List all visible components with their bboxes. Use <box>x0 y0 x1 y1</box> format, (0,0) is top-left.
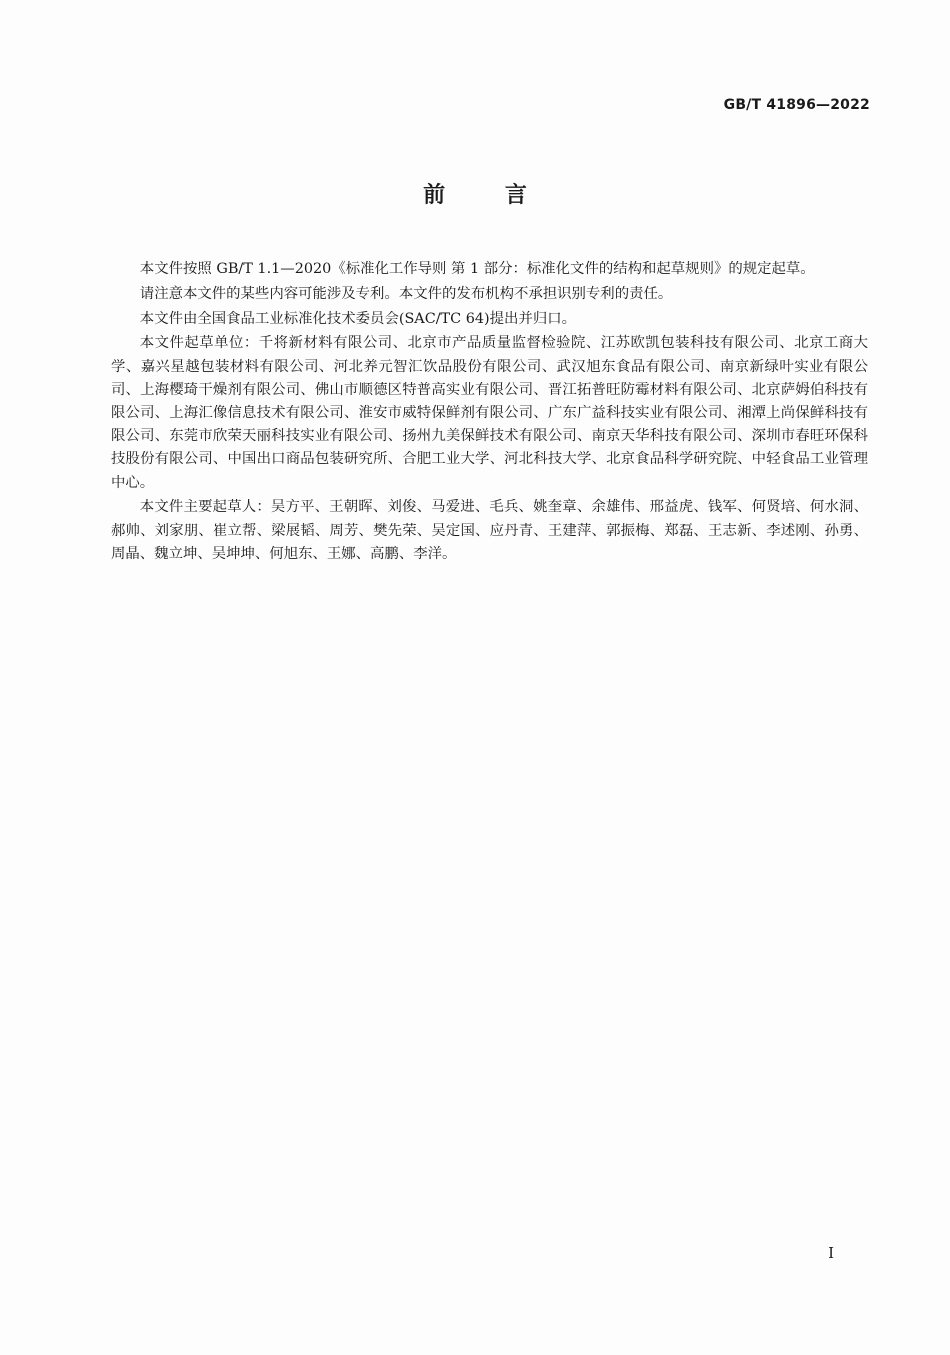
paragraph-drafters: 本文件主要起草人：吴方平、王朝晖、刘俊、马爱进、毛兵、姚奎章、余雄伟、邢益虎、钱军、何贤培、何水洞、郝帅、刘家朋、崔立帮、梁展韬、周芳、樊先荣、吴定国、应丹青、王建萍、郭振梅、郑磊、王志新、李述刚、孙勇、周晶、魏立坤、吴坤坤、何旭东、王娜、高鹏、李洋。 <box>111 499 868 562</box>
page-title: 前 言 <box>423 183 553 208</box>
paragraph-drafting-units: 本文件起草单位：千将新材料有限公司、北京市产品质量监督检验院、江苏欧凯包装科技有限公司、北京工商大学、嘉兴星越包装材料有限公司、河北养元智汇饮品股份有限公司、武汉旭东食品有限公司、南京新绿叶实业有限公司、上海樱琦干燥剂有限公司、佛山市顺德区特普高实业有限公司、晋江拓普旺防霉材料有限公司、北京萨姆伯科技有限公司、上海汇像信息技术有限公司、淮安市威特保鲜剂有限公司、广东广益科技实业有限公司、湘潭上尚保鲜科技有限公司、东莞市欣荣天丽科技实业有限公司、扬州九美保鲜技术有限公司、南京天华科技有限公司、深圳市春旺环保科技股份有限公司、中国出口商品包装研究所、合肥工业大学、河北科技大学、北京食品科学研究院、中轻食品工业管理中心。 <box>111 335 868 491</box>
paragraph-committee: 本文件由全国食品工业标准化技术委员会(SAC/TC 64)提出并归口。 <box>139 310 577 327</box>
page-number: I <box>828 1244 834 1262</box>
preface-body <box>111 258 868 568</box>
paragraph-drafting-rules: 本文件按照 GB/T 1.1—2020《标准化工作导则 第 1 部分：标准化文件的结构和起草规则》的规定起草。 <box>139 261 815 277</box>
standard-number: GB/T 41896—2022 <box>723 97 870 113</box>
paragraph-patent-notice: 请注意本文件的某些内容可能涉及专利。本文件的发布机构不承担识别专利的责任。 <box>139 285 673 302</box>
